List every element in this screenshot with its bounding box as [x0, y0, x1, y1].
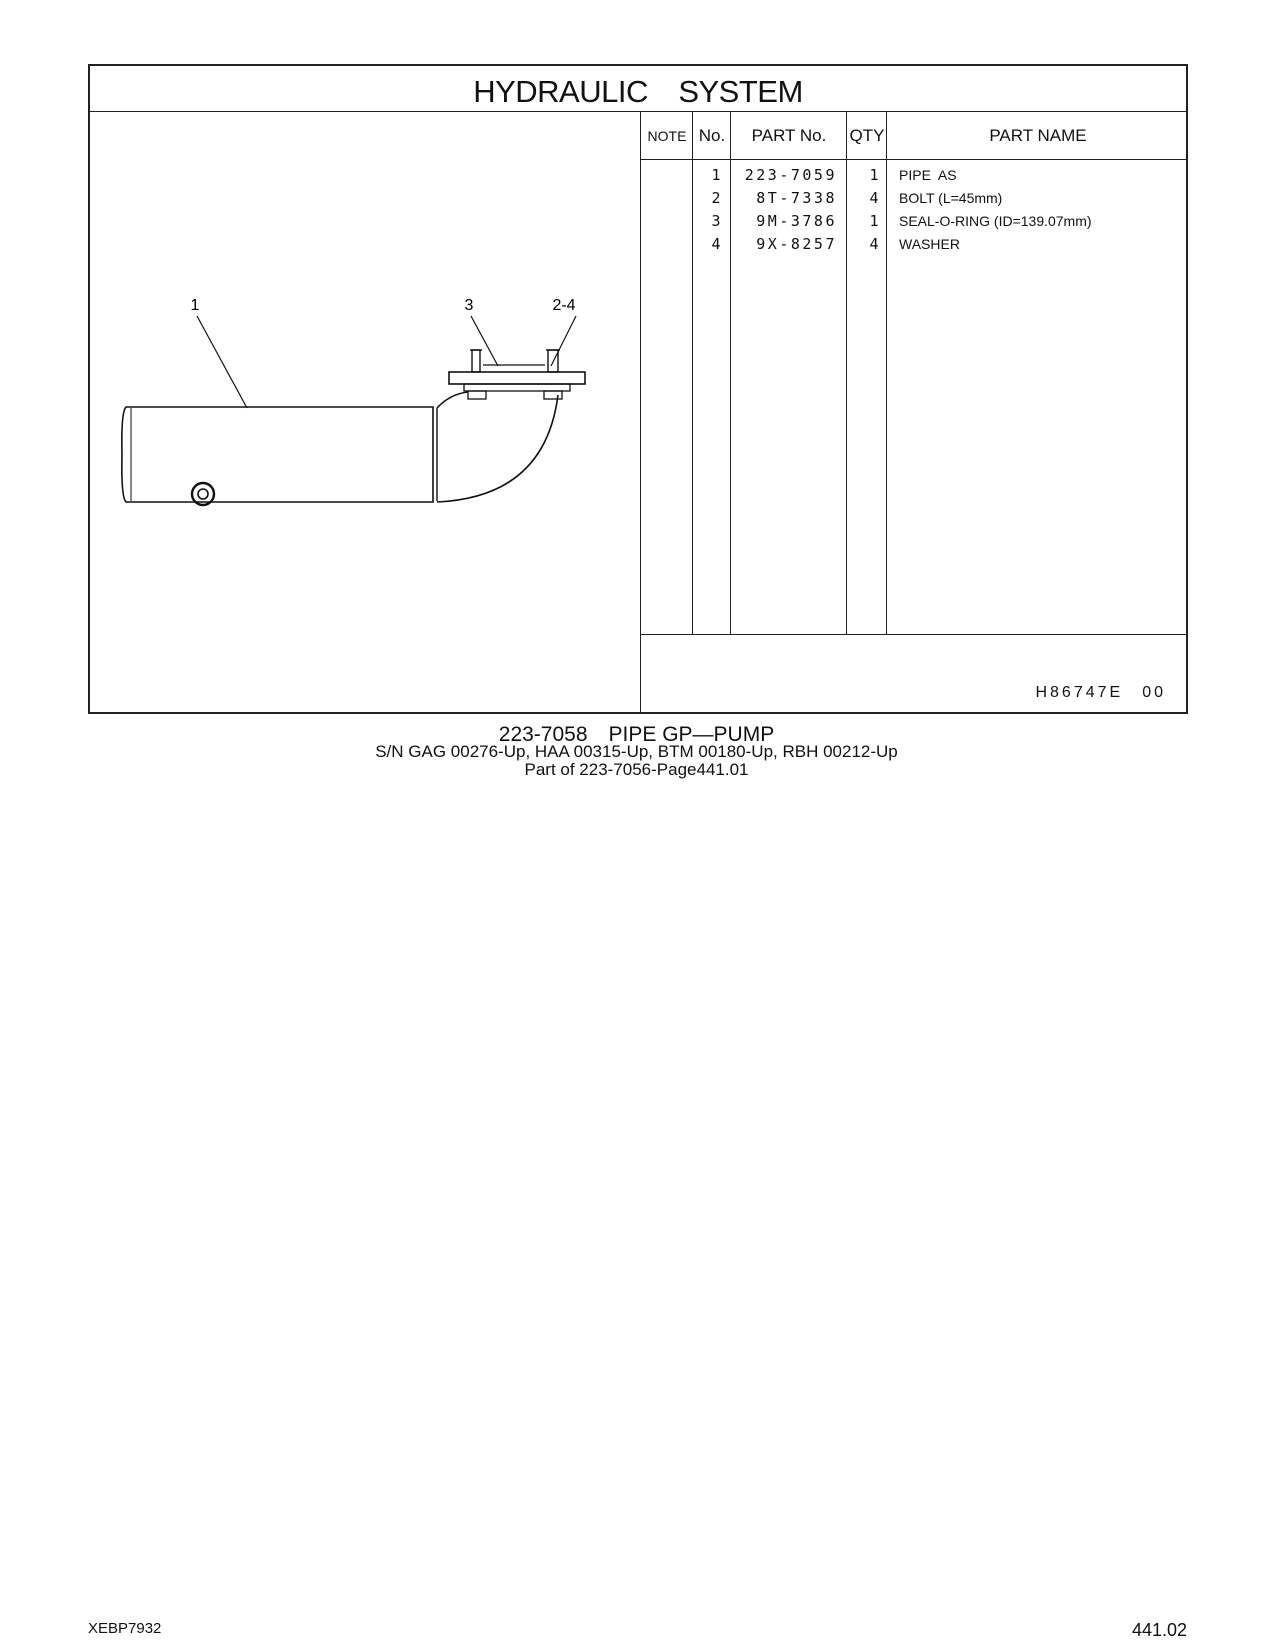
- row-part-no: 223-7059: [744, 166, 837, 184]
- part-of-reference: Part of 223-7056-Page441.01: [524, 760, 749, 779]
- row-part-name: SEAL-O-RING (ID=139.07mm): [899, 213, 1092, 229]
- parts-diagram: [90, 112, 640, 712]
- table-footer: [641, 634, 1188, 712]
- pipe-assembly-drawing: [90, 112, 640, 712]
- row-part-no: 8T-7338: [756, 189, 837, 207]
- table-header: [641, 112, 1188, 160]
- callout-3: 3: [464, 297, 474, 314]
- callout-2-4: 2-4: [552, 297, 576, 314]
- drawing-code: H86747E 00: [1035, 684, 1166, 701]
- page-number: 441.02: [1131, 1620, 1187, 1640]
- table-row: [641, 233, 1188, 256]
- row-qty: 1: [869, 166, 881, 184]
- header-part-no: PART No.: [751, 126, 827, 145]
- row-part-name: WASHER: [899, 236, 960, 252]
- row-qty: 4: [869, 189, 881, 207]
- nut-left: [468, 391, 486, 399]
- row-no: 4: [711, 235, 723, 253]
- leader-3: [471, 316, 498, 366]
- row-part-name: PIPE AS: [899, 167, 957, 183]
- row-no: 2: [711, 189, 723, 207]
- section-title: HYDRAULIC SYSTEM: [90, 66, 1186, 112]
- flange-lower: [464, 384, 570, 391]
- header-qty: QTY: [849, 126, 885, 145]
- table-row: [641, 187, 1188, 210]
- port-hole: [198, 489, 208, 499]
- pipe-elbow-outer: [437, 395, 558, 502]
- leader-2-4: [551, 316, 576, 366]
- assembly-title: 223-7058 PIPE GP—PUMP: [498, 723, 775, 746]
- header-part-name: PART NAME: [989, 126, 1087, 145]
- publication-number: XEBP7932: [88, 1620, 162, 1637]
- serial-numbers: S/N GAG 00276-Up, HAA 00315-Up, BTM 00180-Up, RBH 00212-Up: [375, 742, 898, 761]
- row-no: 1: [711, 166, 723, 184]
- bolt-left: [472, 350, 480, 372]
- row-no: 3: [711, 212, 723, 230]
- header-no: No.: [698, 126, 726, 145]
- row-qty: 4: [869, 235, 881, 253]
- callout-1: 1: [190, 297, 200, 314]
- row-qty: 1: [869, 212, 881, 230]
- table-row: [641, 210, 1188, 233]
- table-row: [641, 164, 1188, 187]
- pipe-elbow-inner: [437, 392, 468, 408]
- parts-table: [640, 112, 1188, 712]
- row-part-no: 9M-3786: [756, 212, 837, 230]
- row-part-name: BOLT (L=45mm): [899, 190, 1003, 206]
- pipe-body: [122, 407, 433, 502]
- parts-frame: [88, 64, 1188, 714]
- flange: [449, 372, 585, 384]
- nut-right: [544, 391, 562, 399]
- leader-1: [197, 316, 247, 408]
- row-part-no: 9X-8257: [756, 235, 837, 253]
- header-note: NOTE: [647, 128, 687, 144]
